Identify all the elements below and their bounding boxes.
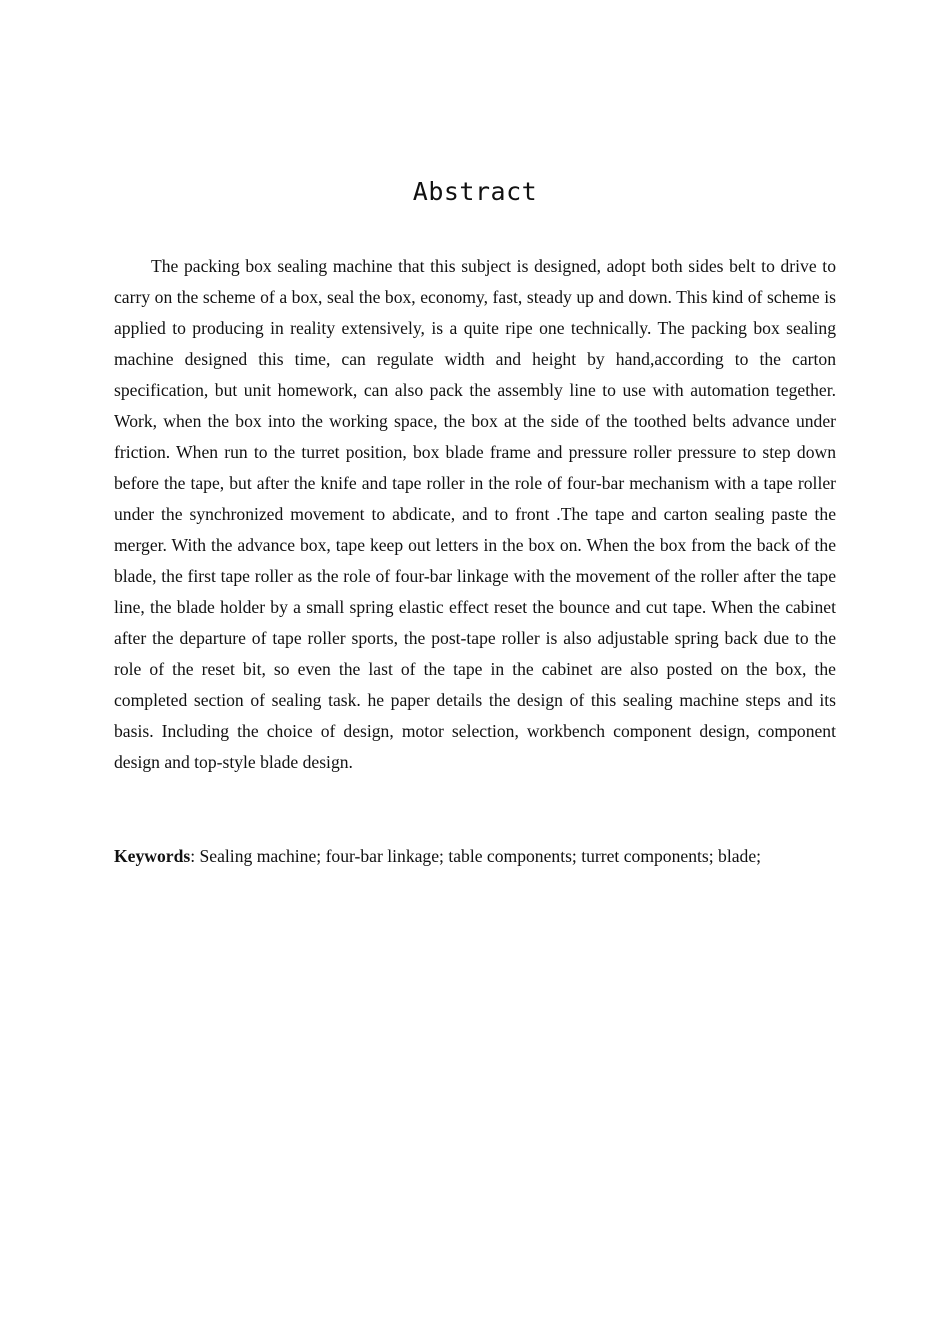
keywords-line xyxy=(114,841,874,872)
keywords-list: : Sealing machine; four-bar linkage; table components; turret components; blade; xyxy=(190,846,762,866)
keywords-label: Keywords xyxy=(114,846,191,866)
abstract-paragraph: The packing box sealing machine that this subject is designed, adopt both sides belt to drive to carry on the scheme of a box, seal the box, economy, fast, steady up and down. This kind of scheme is applied to producing in reality extensively, is a quite ripe one technically. The packing box sealing machine designed this time, can regulate width and height by hand,according to the carton specification, but unit homework, can also pack the assembly line to use with automation tegether. Work, when the box into the working space, the box at the side of the toothed belts advance under friction. When run to the turret position, box blade frame and pressure roller pressure to step down before the tape, but after the knife and tape roller in the role of four-bar mechanism with a tape roller under the synchronized movement to abdicate, and to front .The tape and carton sealing paste the merger. With the advance box, tape keep out letters in the box on. When the box from the back of the blade, the first tape roller as the role of four-bar linkage with the movement of the roller after the tape line, the blade holder by a small spring elastic effect reset the bounce and cut tape. When the cabinet after the departure of tape roller sports, the post-tape roller is also adjustable spring back due to the role of the reset bit, so even the last of the tape in the cabinet are also posted on the box, the completed section of sealing task. he paper details the design of this sealing machine steps and its basis. Including the choice of design, motor selection, workbench component design, component design and top-style blade design. xyxy=(114,256,836,772)
abstract-title: Abstract xyxy=(412,177,538,206)
